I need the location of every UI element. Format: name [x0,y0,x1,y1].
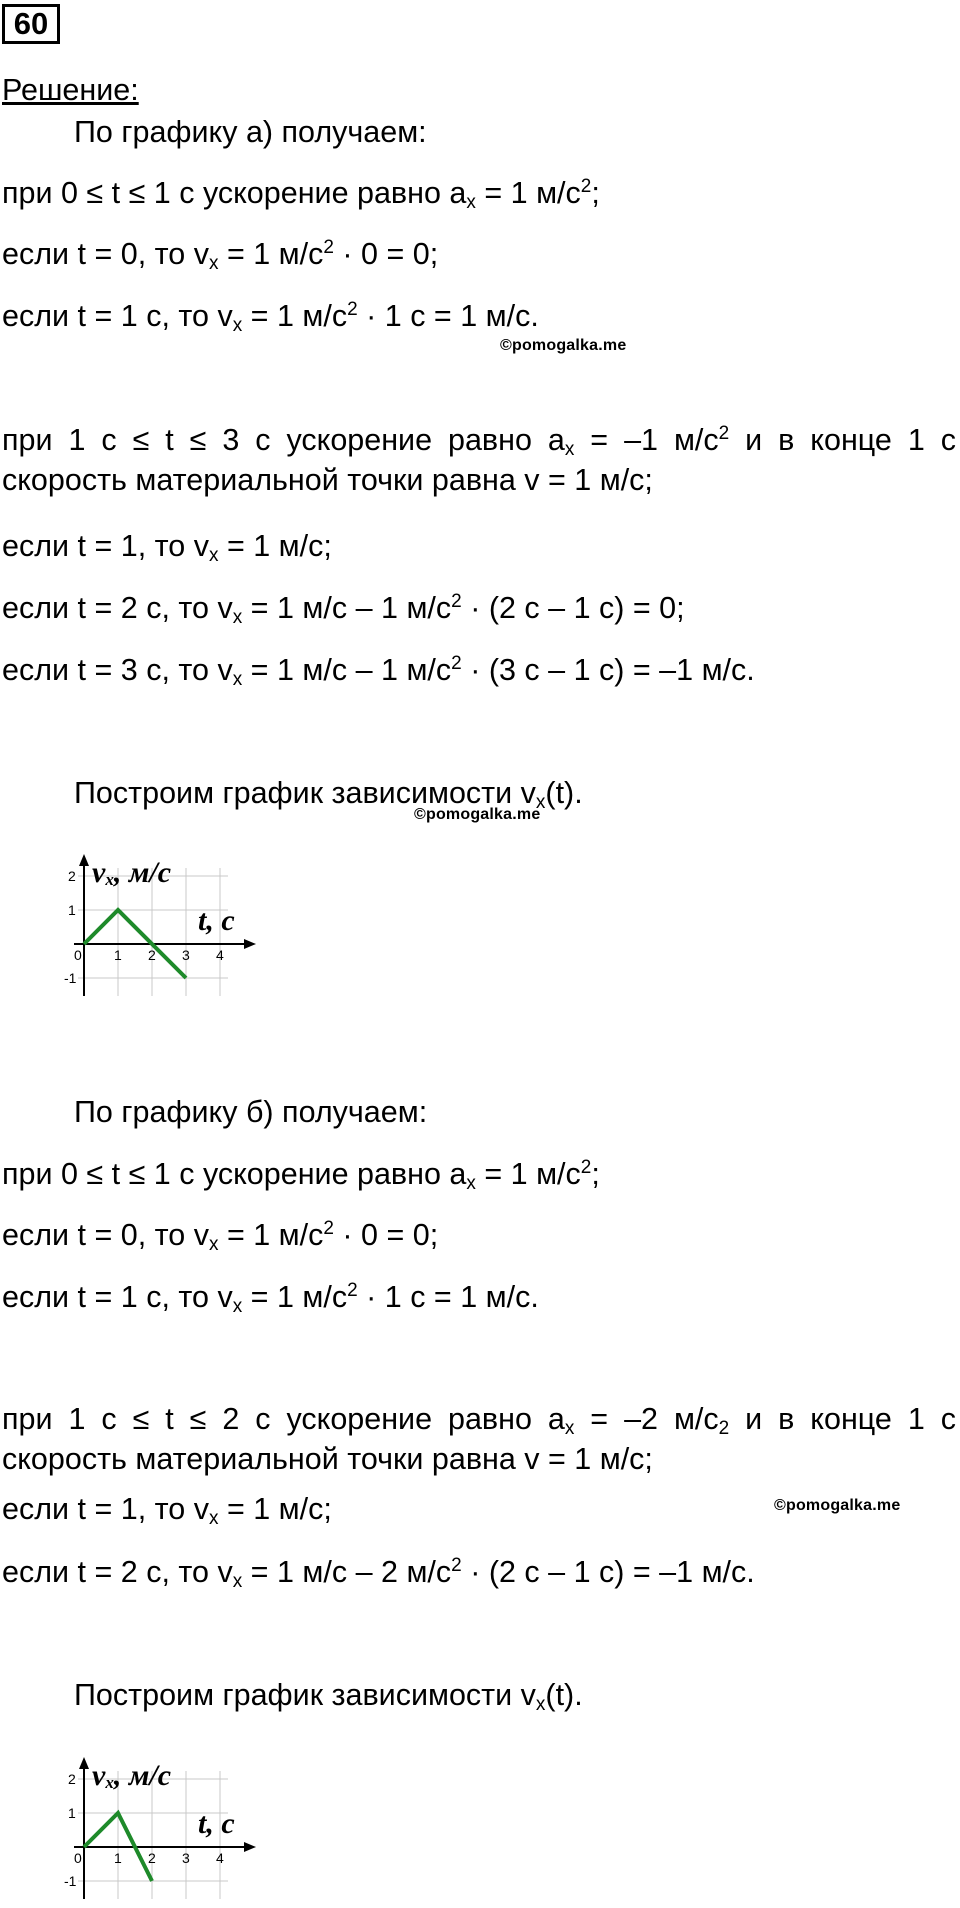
part-a-line-5: если t = 1, то $v_x = 1$ м/с; [2,529,332,566]
x-tick-label: 0 [74,1850,82,1866]
y-tick-label: -1 [64,970,77,986]
y-axis-arrow [79,1757,89,1769]
part-b-intro: По графику б) получаем: [74,1095,428,1129]
part-b-line-2: если t = 0, то $v_x = 1$ $м/с^2 \cdot 0 = 0$; [2,1218,439,1255]
x-tick-label: 1 [114,947,122,963]
part-b-line-5: если t = 1, то $v_x = 1$ м/с; [2,1492,332,1529]
x-tick-label: 4 [216,1850,224,1866]
y-tick-label: -1 [64,1873,77,1889]
y-axis-label: vx, м/с [92,856,172,889]
part-b-line-3: если t = 1 с, то $v_x = 1$ $м/с^2 \cdot 1$ с = 1 м/с. [2,1280,539,1317]
part-b-build-graph: Построим график зависимости $v_x(t)$. [74,1678,583,1715]
x-tick-label: 2 [148,947,156,963]
x-tick-label: 3 [182,947,190,963]
x-tick-label: 0 [74,947,82,963]
x-axis-arrow [244,1842,256,1852]
part-a-line-6: если t = 2 с, то $v_x = 1$ м/с – 1 $м/с^2 \cdot (2$ с – 1 с) = 0; [2,591,685,628]
x-tick-label: 4 [216,947,224,963]
velocity-graph-a [62,832,302,1010]
y-tick-label: 1 [68,1805,76,1821]
solution-heading: Решение: [2,73,139,107]
part-a-line-1: при 0 ≤ t ≤ 1 с ускорение равно $a_x = 1$ $м/с^2$; [2,176,600,213]
velocity-graph-b [62,1735,302,1908]
part-b-paragraph-4: при 1 с ≤ t ≤ 2 с ускорение равно $a_x = -2$ $м/с_2$ и в конце 1 с скорость материальной точки равна v = 1 м/с; [2,1402,956,1476]
y-tick-label: 2 [68,868,76,884]
part-a-build-graph: Построим график зависимости $v_x(t)$. [74,776,583,813]
x-axis-arrow [244,939,256,949]
part-a-line-7: если t = 3 с, то $v_x = 1$ м/с – 1 $м/с^2 \cdot (3$ с – 1 с) = –1 м/с. [2,653,755,690]
part-a-line-3: если t = 1 с, то $v_x = 1$ $м/с^2 \cdot 1$ с = 1 м/с. [2,299,539,336]
part-a-paragraph-4: при 1 с ≤ t ≤ 3 с ускорение равно $a_x = -1$ $м/с^2$ и в конце 1 с скорость материальной точки равна v = 1 м/с; [2,423,956,497]
x-tick-label: 1 [114,1850,122,1866]
y-tick-label: 1 [68,902,76,918]
watermark: ©pomogalka.me [414,806,541,823]
part-b-line-6: если t = 2 с, то $v_x = 1$ м/с – 2 $м/с^2 \cdot (2$ с – 1 с) = –1 м/с. [2,1555,755,1592]
part-a-intro: По графику а) получаем: [74,115,427,149]
watermark: ©pomogalka.me [774,1497,901,1514]
task-number: 60 [2,4,60,44]
part-a-line-2: если t = 0, то $v_x = 1$ $м/с^2 \cdot 0 = 0$; [2,237,439,274]
x-tick-label: 3 [182,1850,190,1866]
y-axis-label: vx, м/с [92,1759,172,1792]
watermark: ©pomogalka.me [500,337,627,354]
part-b-line-1: при 0 ≤ t ≤ 1 с ускорение равно $a_x = 1$ $м/с^2$; [2,1157,600,1194]
y-axis-arrow [79,854,89,866]
y-tick-label: 2 [68,1771,76,1787]
x-axis-label: t, с [198,904,235,937]
x-tick-label: 2 [148,1850,156,1866]
x-axis-label: t, с [198,1807,235,1840]
